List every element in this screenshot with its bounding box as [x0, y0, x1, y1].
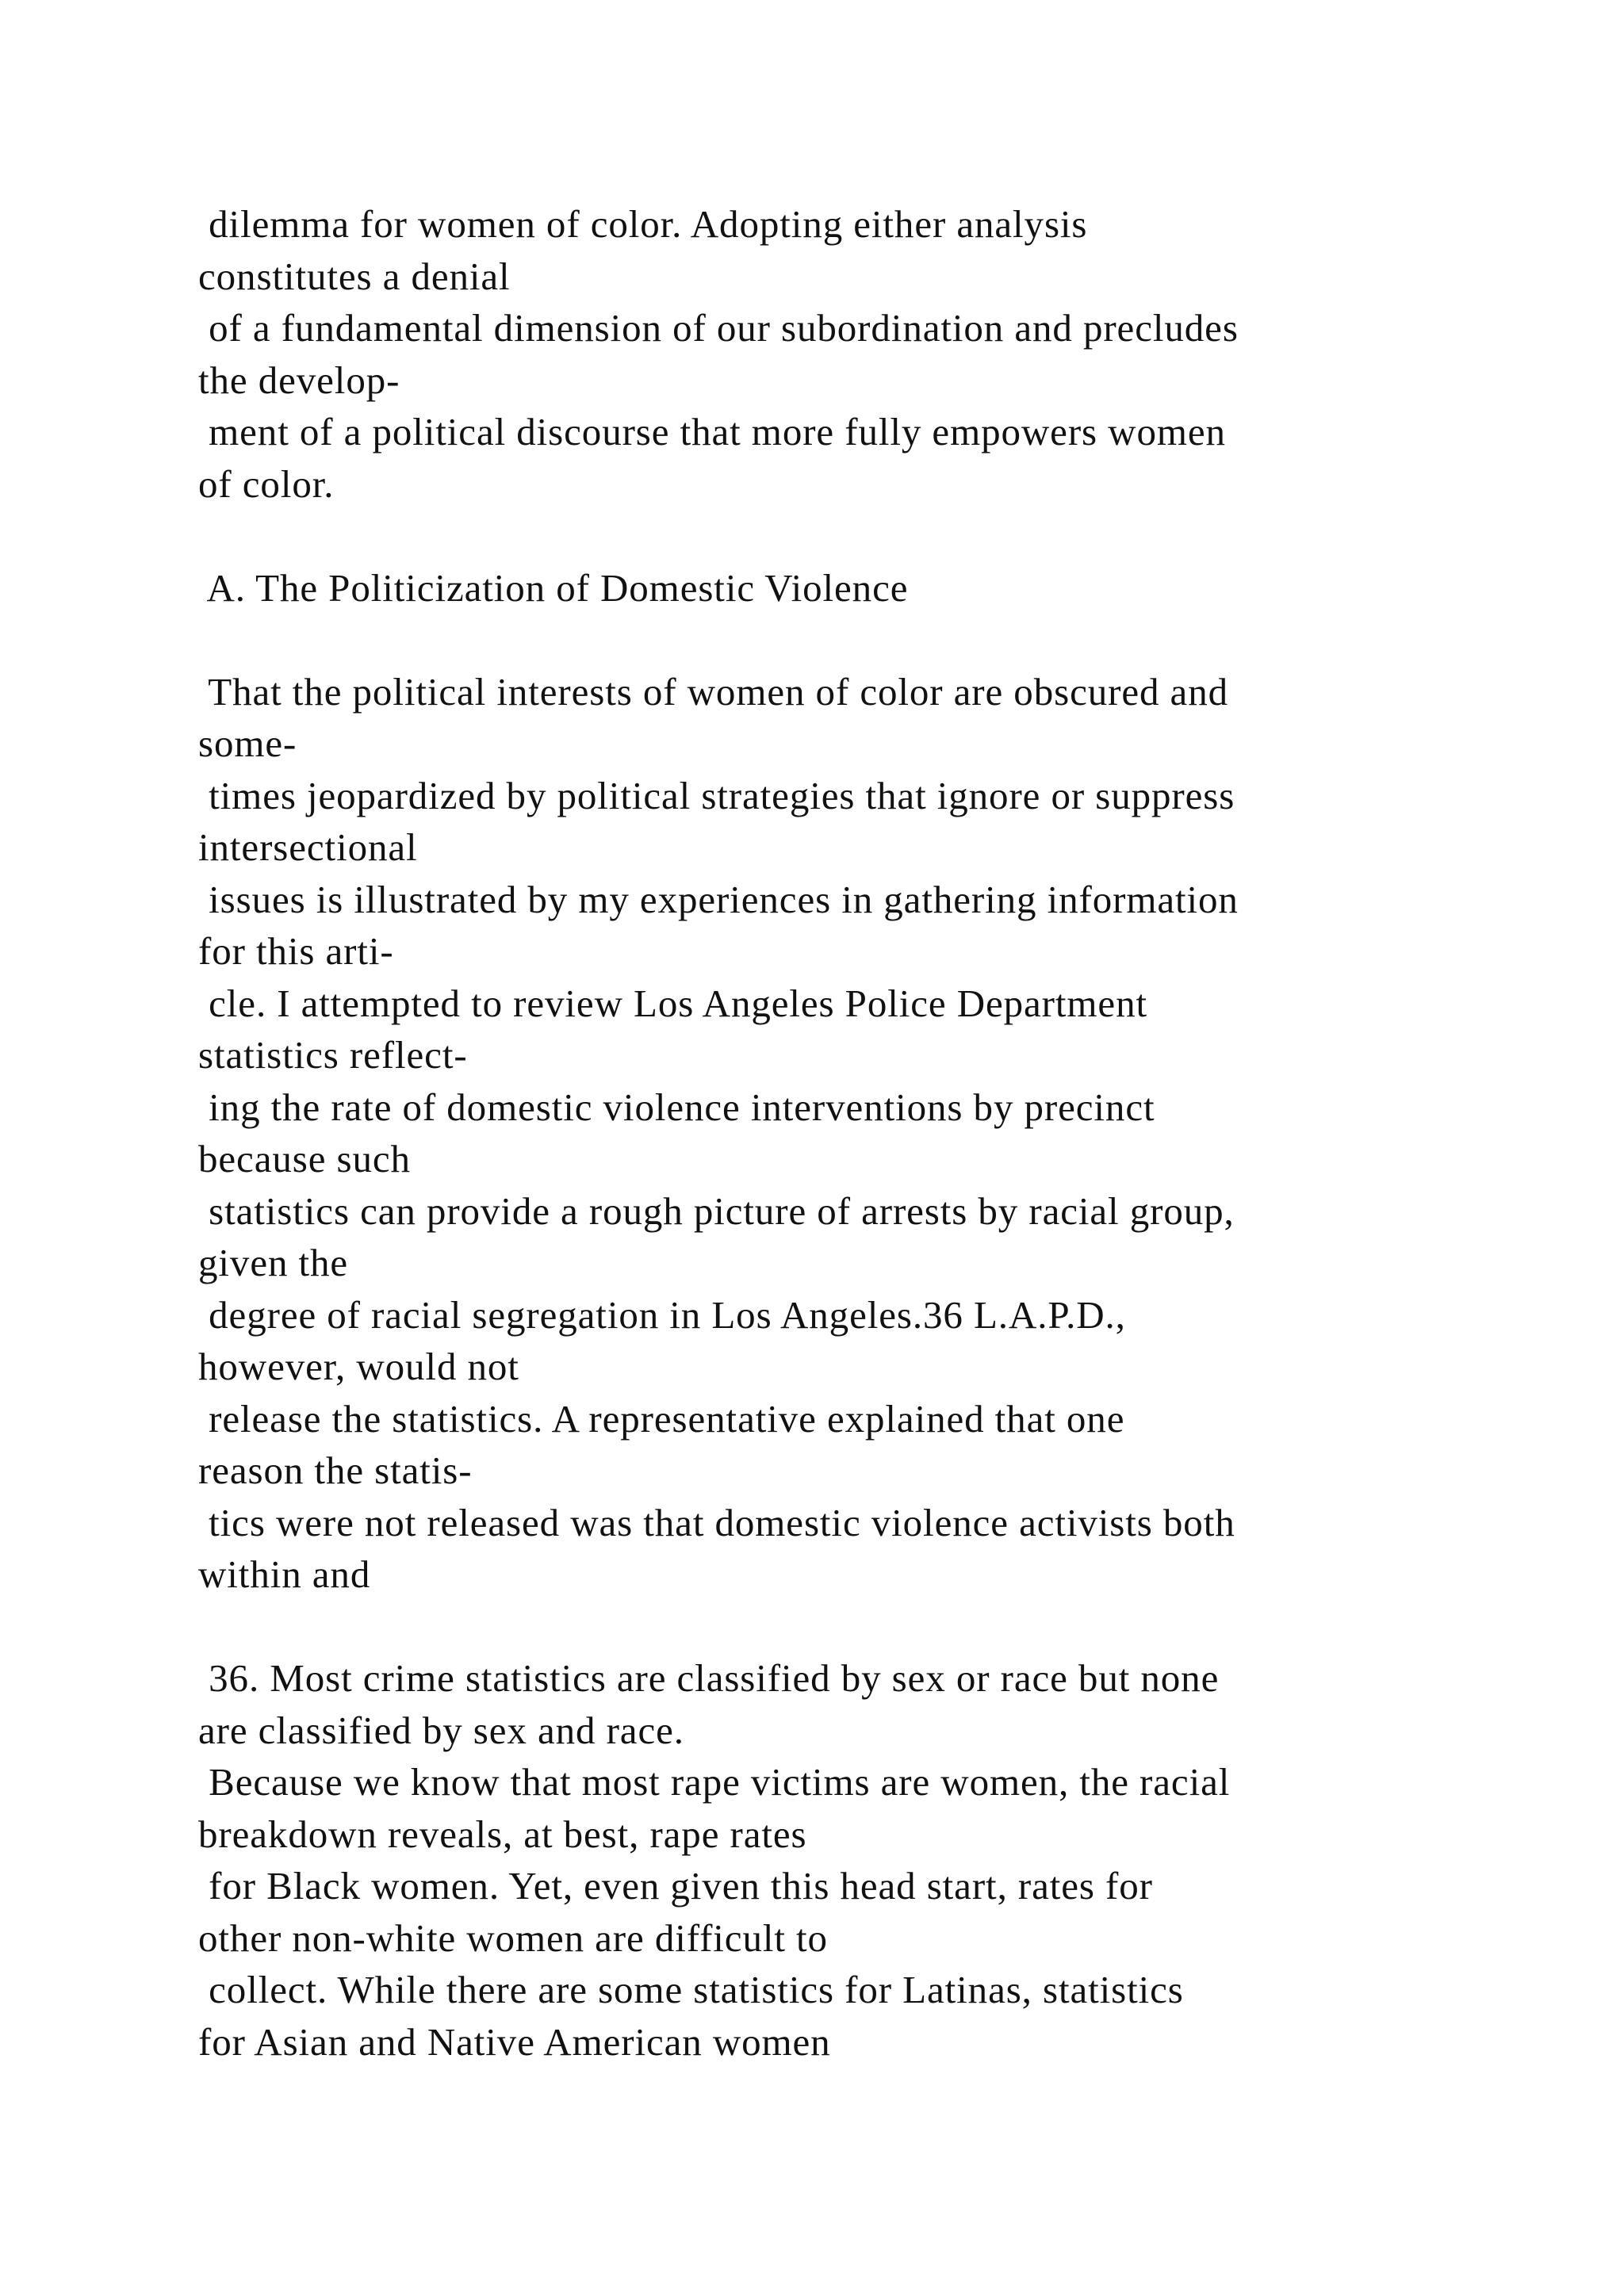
text-line: ment of a political discourse that more fully empowers women — [198, 410, 1226, 453]
footnote-line: for Black women. Yet, even given this head start, rates for — [198, 1864, 1153, 1908]
text-line: some- — [198, 721, 297, 765]
text-line: within and — [198, 1552, 371, 1596]
text-line: because such — [198, 1137, 411, 1181]
text-line: the develop- — [198, 358, 400, 402]
text-line: tics were not released was that domestic violence activists both — [198, 1500, 1235, 1544]
footnote-line: Because we know that most rape victims are women, the racial — [198, 1760, 1231, 1804]
text-line: of a fundamental dimension of our subordination and precludes — [198, 306, 1239, 350]
text-line: cle. I attempted to review Los Angeles Police Department — [198, 981, 1147, 1025]
text-line: intersectional — [198, 825, 418, 869]
text-line: given the — [198, 1241, 349, 1284]
text-line: That the political interests of women of color are obscured and — [198, 669, 1228, 714]
spacer — [198, 1601, 1507, 1653]
footnote-line: 36. Most crime statistics are classified by sex or race but none — [198, 1656, 1220, 1700]
section-heading: A. The Politicization of Domestic Violence — [198, 565, 909, 610]
text-line: release the statistics. A representative explained that one — [198, 1396, 1125, 1441]
text-line: however, would not — [198, 1345, 519, 1388]
spacer — [198, 510, 1507, 562]
text-line: of color. — [198, 461, 335, 506]
text-line: ing the rate of domestic violence interventions by precinct — [198, 1085, 1155, 1129]
footnote-line: collect. While there are some statistics for Latinas, statistics — [198, 1968, 1184, 2011]
text-line: constitutes a denial — [198, 254, 511, 298]
spacer — [198, 614, 1507, 666]
text-line: reason the statis- — [198, 1448, 473, 1492]
footnote-line: breakdown reveals, at best, rape rates — [198, 1812, 807, 1856]
document-text — [198, 198, 1507, 2068]
text-line: times jeopardized by political strategies that ignore or suppress — [198, 773, 1235, 817]
paragraph-dilemma — [198, 198, 1507, 510]
text-line: degree of racial segregation in Los Angeles.36 L.A.P.D., — [198, 1292, 1126, 1337]
text-line: statistics reflect- — [198, 1033, 468, 1077]
text-line: issues is illustrated by my experiences in gathering information — [198, 877, 1239, 921]
text-line: dilemma for women of color. Adopting either analysis — [198, 202, 1088, 246]
footnote-line: other non-white women are difficult to — [198, 1915, 828, 1960]
footnote-line: for Asian and Native American women — [198, 2019, 831, 2064]
text-line: statistics can provide a rough picture of arrests by racial group, — [198, 1188, 1235, 1233]
paragraph-politicization — [198, 666, 1507, 1601]
text-line: for this arti- — [198, 929, 394, 973]
footnote-line: are classified by sex and race. — [198, 1708, 684, 1752]
footnote-36 — [198, 1652, 1507, 2068]
